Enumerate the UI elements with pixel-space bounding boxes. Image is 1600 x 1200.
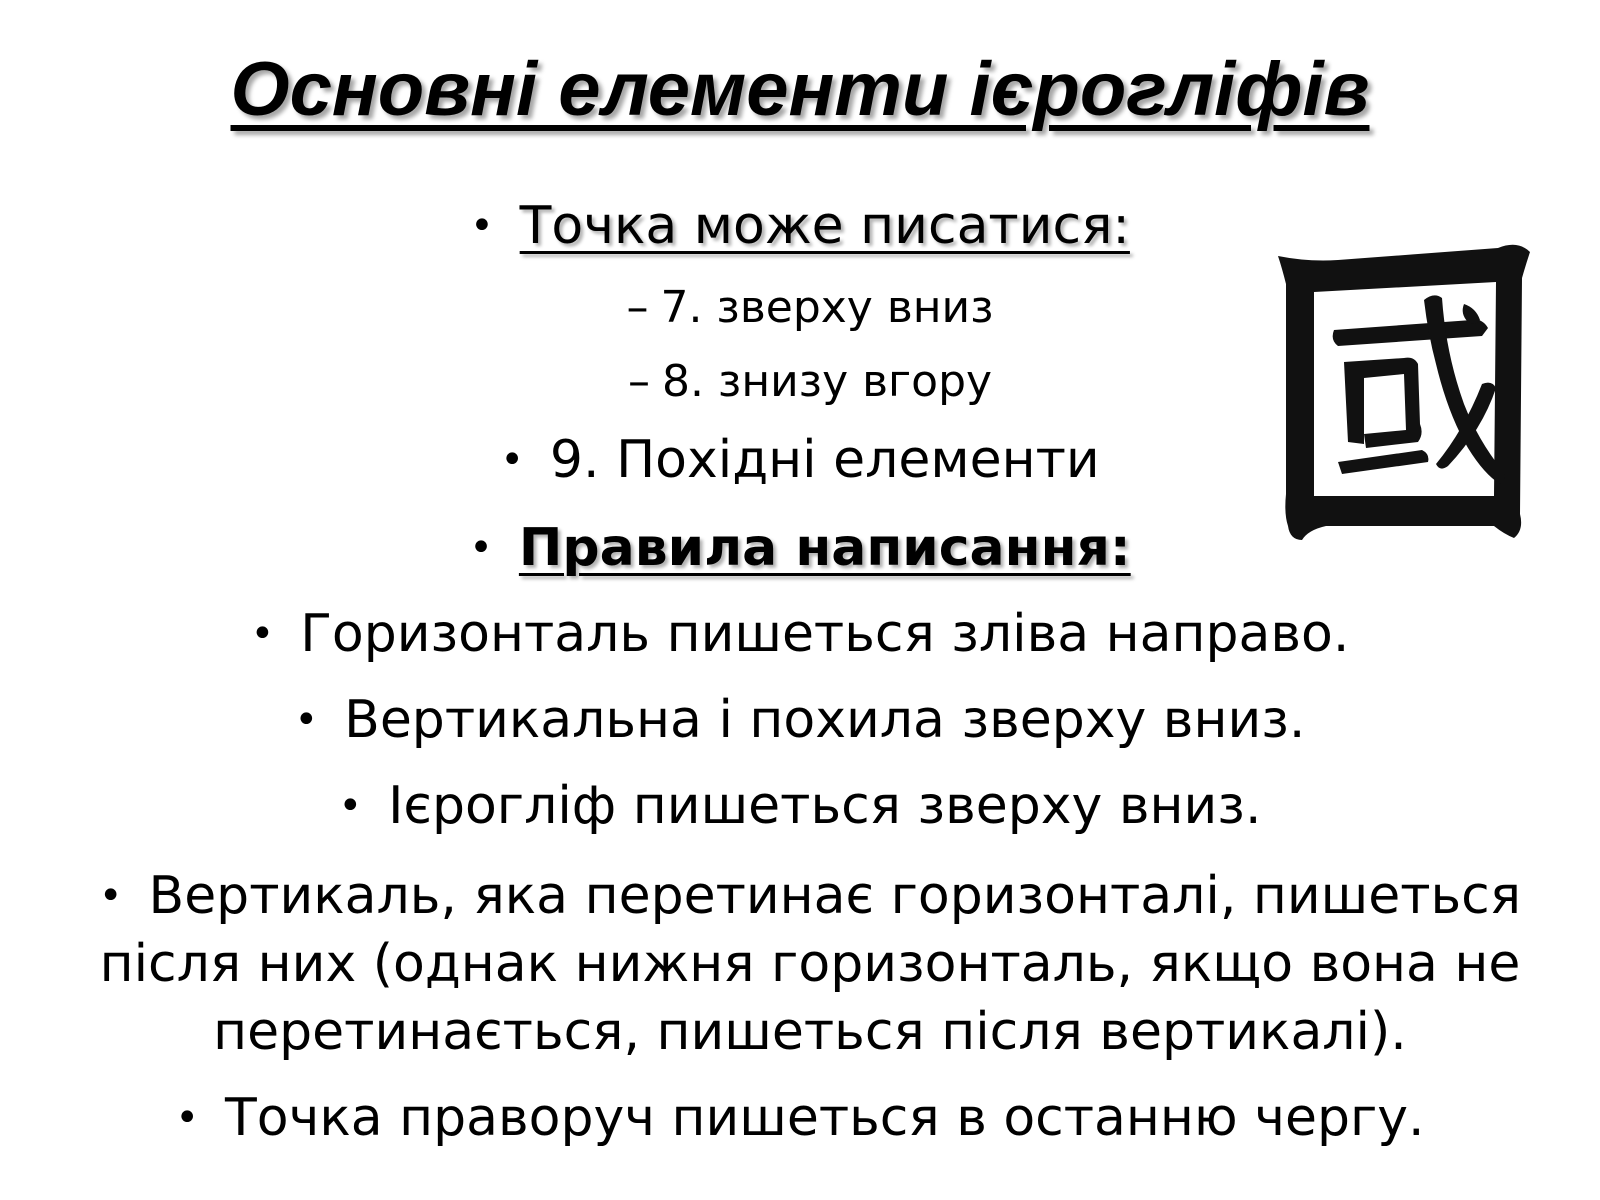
- bullet-text: Точка праворуч пишеться в останню чергу.: [225, 1088, 1425, 1148]
- bullet-text: Вертикальна і похила зверху вниз.: [344, 690, 1306, 750]
- bullet-icon: •: [469, 525, 493, 571]
- bullet-icon: •: [500, 437, 524, 483]
- bullet-icon: •: [470, 203, 494, 249]
- bullet-icon: •: [250, 611, 275, 657]
- bullet-text: 9. Похідні елементи: [549, 430, 1100, 490]
- bullet-icon: •: [98, 873, 123, 919]
- chinese-character-guo-icon: [1268, 234, 1548, 544]
- bullet-horizontal-rule: [0, 602, 1600, 666]
- writing-rules-heading: Правила написання:: [518, 518, 1131, 578]
- dash-icon: –: [626, 282, 649, 333]
- sub-item-text: 8. знизу вгору: [661, 356, 993, 407]
- bullet-icon: •: [175, 1095, 200, 1141]
- bullet-text: Вертикаль, яка перетинає горизонталі, пишеться після них (однак нижня горизонталь, якщо вона не перетинається, пишеться після вертикалі).: [99, 866, 1522, 1062]
- slide-title: Основні елементи ієрогліфів: [230, 47, 1370, 132]
- bullet-crossing-vertical-rule: [60, 862, 1560, 1066]
- bullet-icon: •: [294, 697, 319, 743]
- sub-item-text: 7. зверху вниз: [660, 282, 994, 333]
- bullet-text: Ієрогліф пишеться зверху вниз.: [388, 776, 1262, 836]
- bullet-right-dot-rule: [0, 1086, 1600, 1150]
- bullet-text: Горизонталь пишеться зліва направо.: [300, 604, 1350, 664]
- dash-icon: –: [627, 356, 650, 407]
- dot-writing-heading: Точка може писатися:: [519, 196, 1130, 256]
- bullet-icon: •: [338, 783, 363, 829]
- bullet-vertical-rule: [0, 688, 1600, 752]
- bullet-character-rule: [0, 774, 1600, 838]
